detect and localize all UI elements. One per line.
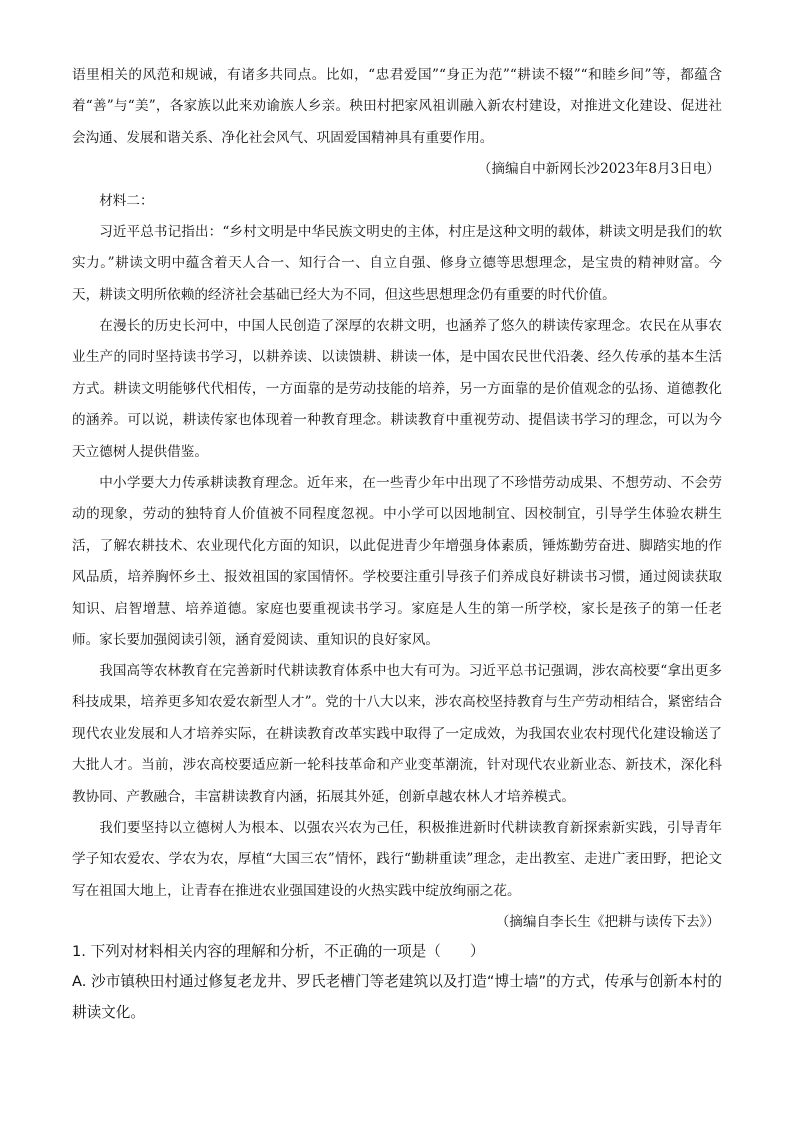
material2-paragraph-1: 习近平总书记指出：“乡村文明是中华民族文明史的主体，村庄是这种文明的载体，耕读文明是我们的软实力。”耕读文明中蕴含着天人合一、知行合一、自立自强、修身立德等思想理念，是宝贵的精神财富。今天，耕读文明所依赖的经济社会基础已经大为不同，但这些思想理念仍有重要的时代价值。	[72, 224, 722, 303]
material1-tail-paragraph: 语里相关的风范和规诫，有诸多共同点。比如，“忠君爱国”“身正为范”“耕读不辍”“和睦乡间”等，都蕴含着“善”与“美”，各家族以此来劝谕族人乡亲。秧田村把家风祖训融入新农村建设，对推进文化建设、促进社会沟通、发展和谐关系、净化社会风气、巩固爱国精神具有重要作用。	[72, 67, 722, 146]
material2-paragraph-3: 中小学要大力传承耕读教育理念。近年来，在一些青少年中出现了不珍惜劳动成果、不想劳动、不会劳动的现象，劳动的独特育人价值被不同程度忽视。中小学可以因地制宜、因校制宜，引导学生体验农耕生活，了解农耕技术、农业现代化方面的知识，以此促进青少年增强身体素质，锤炼勤劳奋进、脚踏实地的作风品质，培养胸怀乡土、报效祖国的家国情怀。学校要注重引导孩子们养成良好耕读书习惯，通过阅读获取知识、启智增慧、培养道德。家庭也要重视读书学习。家庭是人生的第一所学校，家长是孩子的第一任老师。家长要加强阅读引领，涵育爱阅读、重知识的良好家风。	[72, 475, 722, 649]
material2-paragraph-4: 我国高等农林教育在完善新时代耕读教育体系中也大有可为。习近平总书记强调，涉农高校要“拿出更多科技成果，培养更多知农爱农新型人才”。党的十八大以来，涉农高校坚持教育与生产劳动相结合，紧密结合现代农业发展和人才培养实际，在耕读教育改革实践中取得了一定成效，为我国农业农村现代化建设输送了大批人才。当前，涉农高校要适应新一轮科技革命和产业变革潮流，针对现代农业新业态、新技术，深化科教协同、产教融合，丰富耕读教育内涵，拓展其外延，创新卓越农林人才培养模式。	[72, 663, 722, 805]
material1-source: （摘编自中新网长沙2023年8月3日电）	[477, 161, 720, 177]
material2-paragraph-2: 在漫长的历史长河中，中国人民创造了深厚的农耕文明，也涵养了悠久的耕读传家理念。农民在从事农业生产的同时坚持读书学习，以耕养读、以读馈耕、耕读一体，是中国农民世代沿袭、经久传承的基本生活方式。耕读文明能够代代相传，一方面靠的是劳动技能的培养，另一方面靠的是价值观念的弘扬、道德教化的涵养。可以说，耕读传家也体现着一种教育理念。耕读教育中重视劳动、提倡读书学习的理念，可以为今天立德树人提供借鉴。	[72, 318, 722, 460]
question-option-a: A. 沙市镇秧田村通过修复老龙井、罗氏老槽门等老建筑以及打造“博士墙”的方式，传承与创新本村的耕读文化。	[72, 973, 722, 1021]
material2-paragraph-5: 我们要坚持以立德树人为根本、以强农兴农为己任，积极推进新时代耕读教育新探索新实践，引导青年学子知农爱农、学农为农，厚植“大国三农”情怀，践行“勤耕重读”理念，走出教室、走进广袤田野，把论文写在祖国大地上，让青春在推进农业强国建设的火热实践中绽放绚丽之花。	[72, 820, 722, 899]
material2-source: （摘编自李长生《把耕与读传下去》）	[495, 914, 720, 930]
material2-heading: 材料二：	[99, 193, 154, 209]
question-stem: 1. 下列对材料相关内容的理解和分析，不正确的一项是（ ）	[72, 943, 485, 960]
